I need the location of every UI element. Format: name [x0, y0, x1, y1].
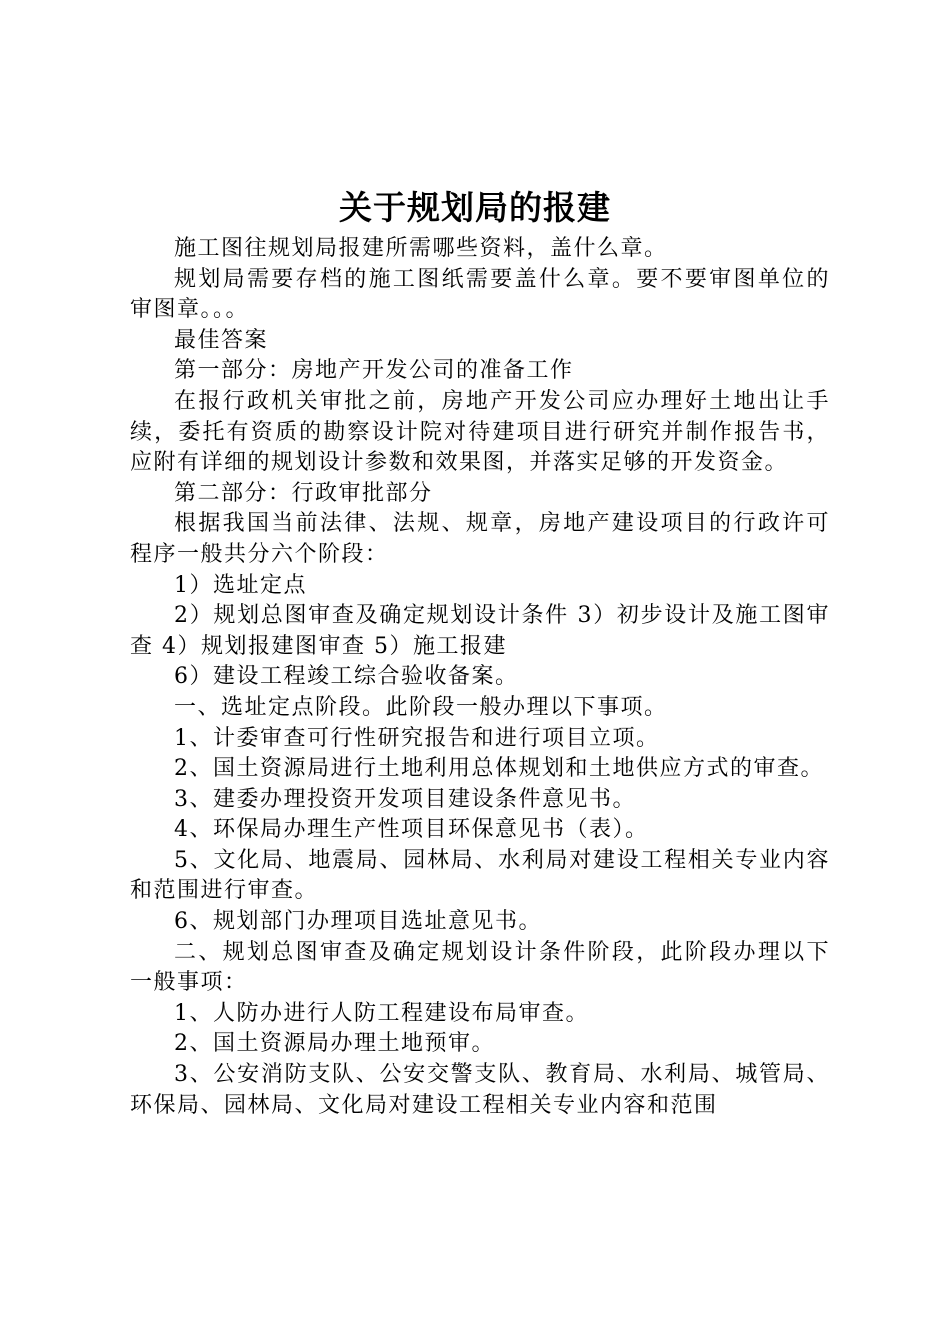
- document-title: 关于规划局的报建: [339, 188, 611, 227]
- paragraph: 1）选址定点: [174, 572, 307, 598]
- paragraph: 施工图往规划局报建所需哪些资料，盖什么章。: [174, 236, 668, 261]
- paragraph: 第一部分：房地产开发公司的准备工作: [174, 358, 574, 384]
- paragraph: 3、建委办理投资开发项目建设条件意见书。: [174, 786, 636, 812]
- paragraph: 根据我国当前法律、法规、规章，房地产建设项目的行政许可程序一般共分六个阶段：: [130, 511, 830, 567]
- paragraph: 2、国土资源局办理土地预审。: [174, 1031, 495, 1057]
- paragraph: 二、规划总图审查及确定规划设计条件阶段，此阶段办理以下一般事项：: [130, 939, 830, 996]
- paragraph: 第二部分：行政审批部分: [174, 480, 433, 506]
- paragraph: 最佳答案: [174, 327, 269, 353]
- paragraph: 1、计委审查可行性研究报告和进行项目立项。: [174, 725, 660, 751]
- paragraph: 2）规划总图审查及确定规划设计条件 3）初步设计及施工图审查 4）规划报建图审查 5）施工报建: [130, 603, 830, 659]
- paragraph: 3、公安消防支队、公安交警支队、教育局、水利局、城管局、环保局、园林局、文化局对建设工程相关专业内容和范围: [130, 1062, 830, 1118]
- paragraph: 4、环保局办理生产性项目环保意见书（表）。: [174, 817, 649, 843]
- paragraph: 规划局需要存档的施工图纸需要盖什么章。要不要审图单位的审图章。。。: [130, 266, 830, 323]
- paragraph: 1、人防办进行人防工程建设布局审查。: [174, 1000, 589, 1026]
- paragraph: 2、国土资源局进行土地利用总体规划和土地供应方式的审查。: [174, 756, 824, 782]
- paragraph: 6、规划部门办理项目选址意见书。: [174, 909, 542, 935]
- paragraph: 在报行政机关审批之前，房地产开发公司应办理好土地出让手续，委托有资质的勘察设计院对待建项目进行研究并制作报告书，应附有详细的规划设计参数和效果图，并落实足够的开发资金。: [130, 388, 830, 476]
- paragraph: 6）建设工程竣工综合验收备案。: [174, 664, 519, 690]
- document-body: [130, 234, 830, 1121]
- paragraph: 5、文化局、地震局、园林局、水利局对建设工程相关专业内容和范围进行审查。: [130, 847, 830, 904]
- paragraph: 一、选址定点阶段。此阶段一般办理以下事项。: [174, 694, 668, 720]
